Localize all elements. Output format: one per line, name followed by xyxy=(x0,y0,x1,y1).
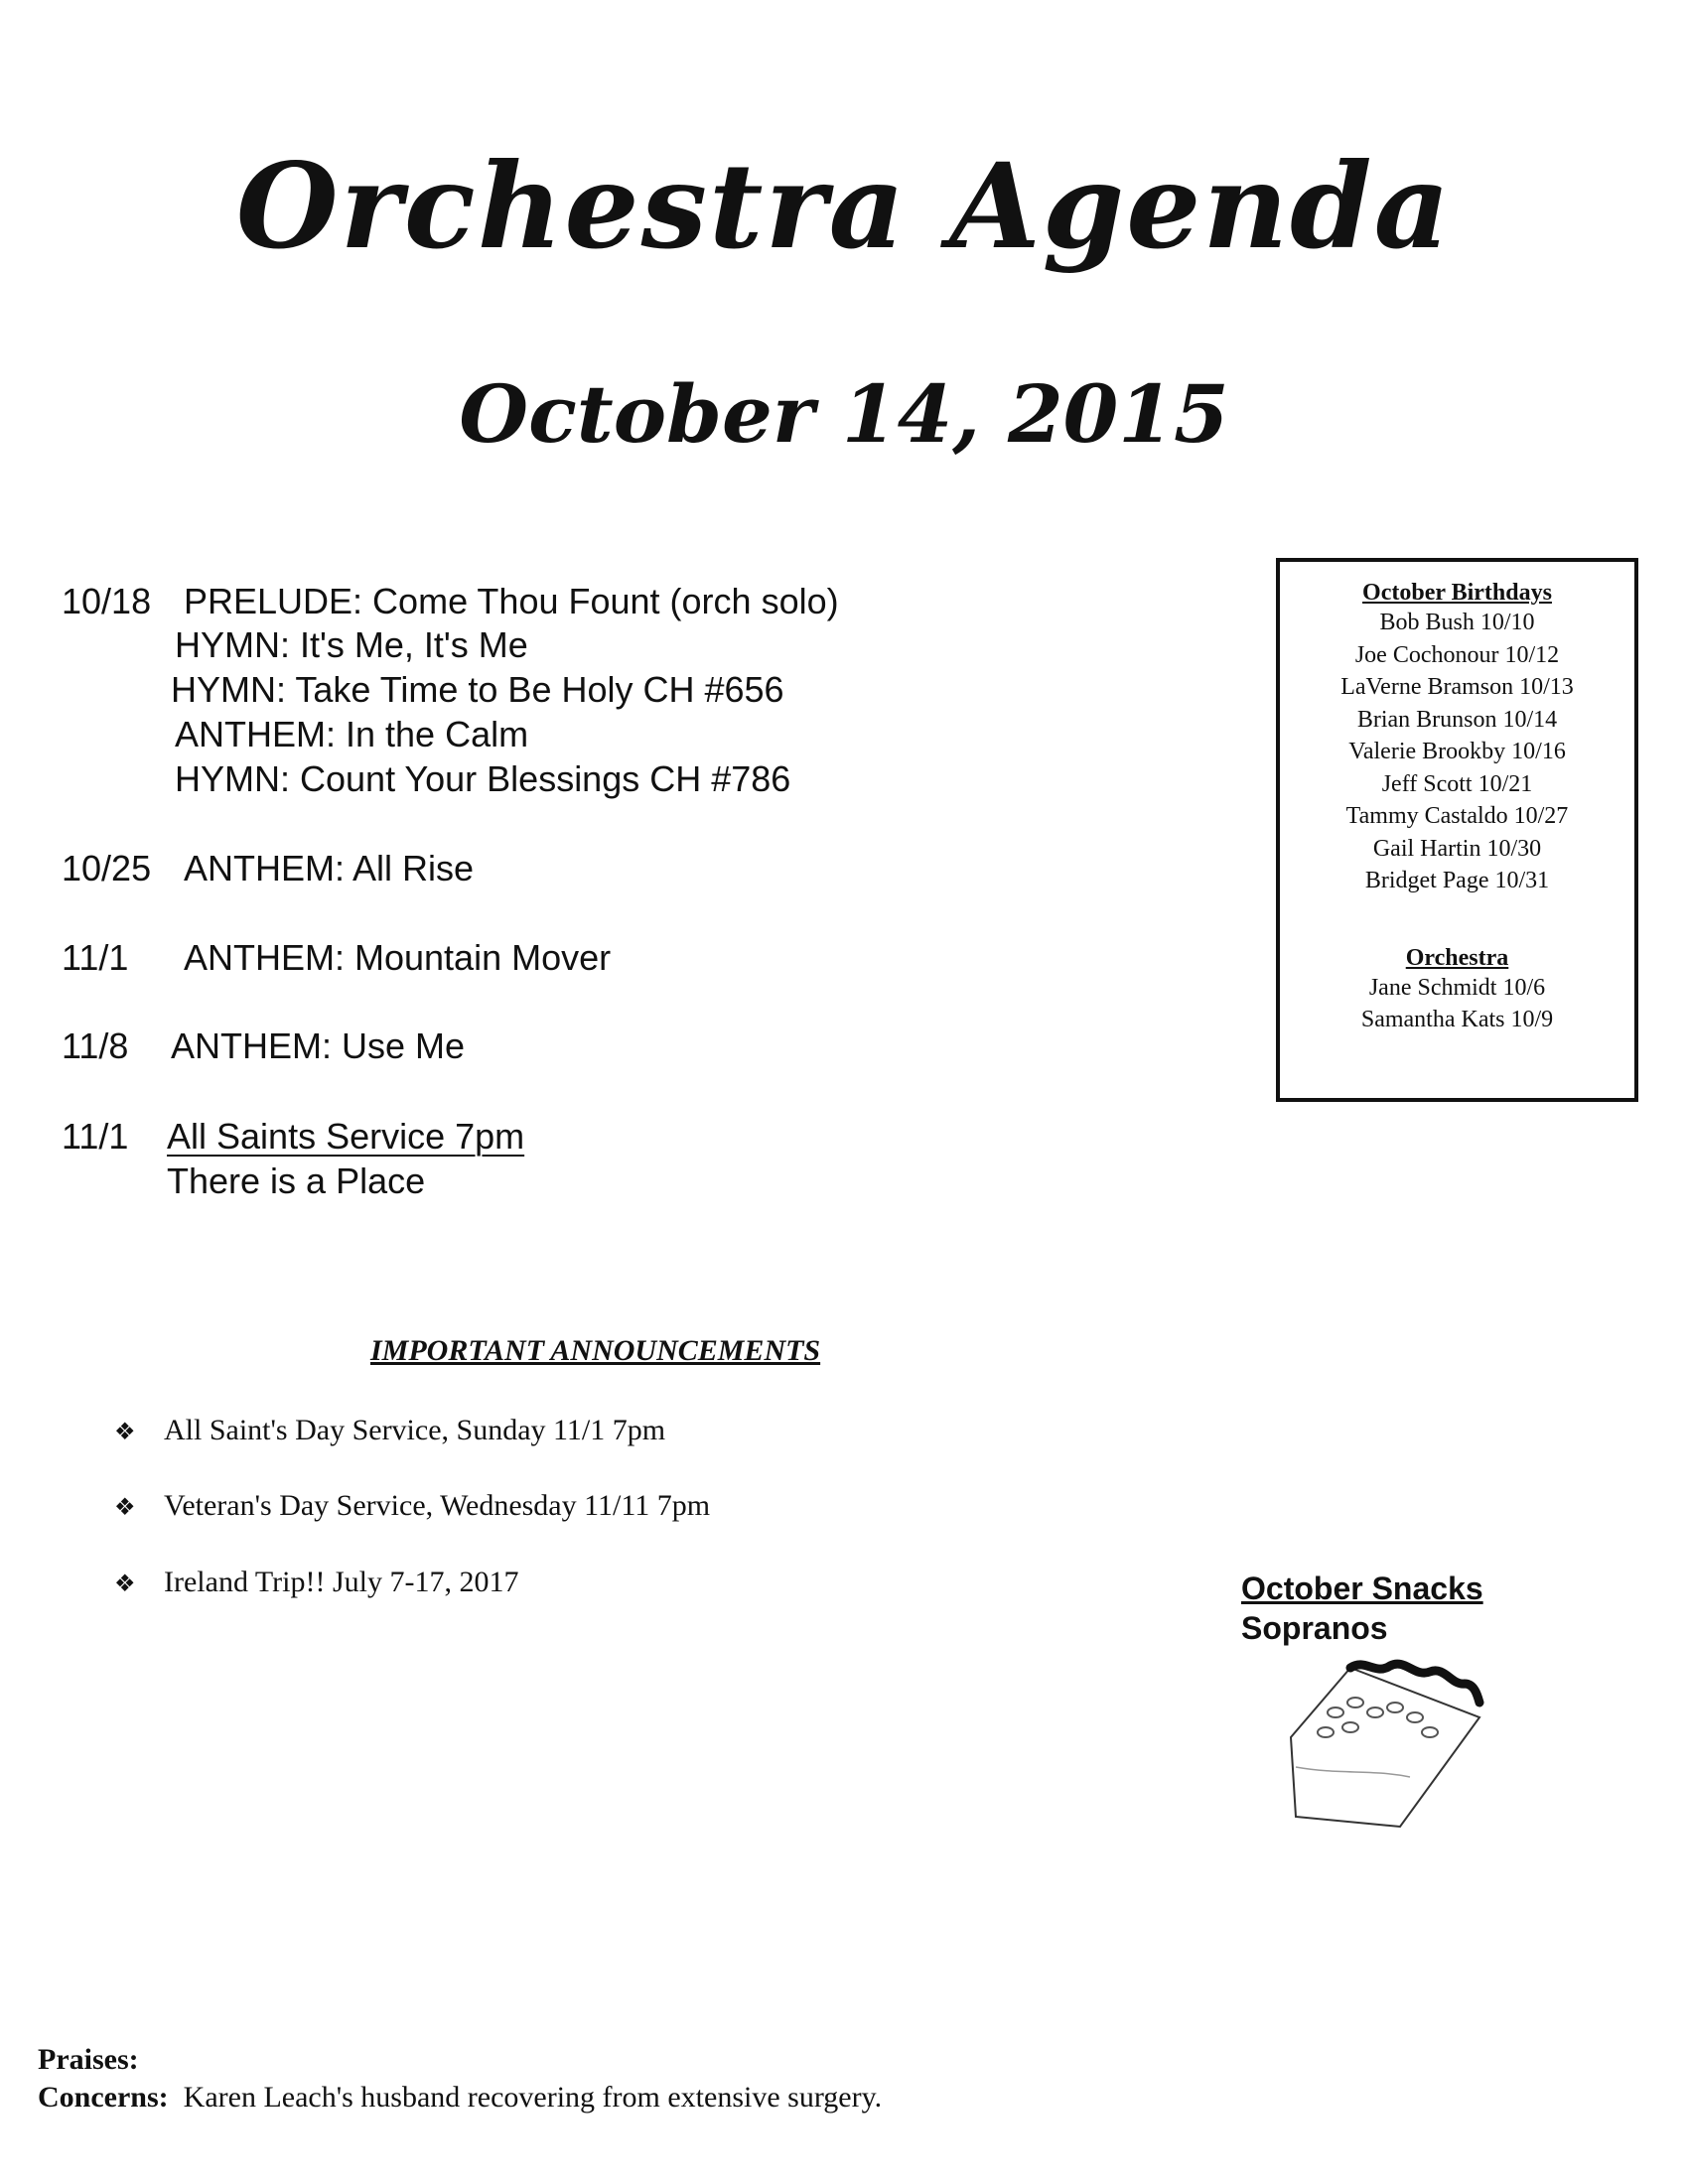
birthday-entry: Brian Brunson 10/14 xyxy=(1356,706,1558,733)
schedule-item: HYMN: Take Time to Be Holy CH #656 xyxy=(171,669,784,710)
announcement-item xyxy=(114,1414,665,1447)
schedule-date: 11/1 xyxy=(62,1116,129,1157)
pie-icon xyxy=(1281,1658,1489,1851)
schedule-date: 11/1 xyxy=(62,937,129,978)
schedule-date: 10/18 xyxy=(62,581,152,621)
page-date: October 14, 2015 xyxy=(459,367,1229,461)
snacks-group: Sopranos xyxy=(1241,1610,1388,1646)
announcement-text: All Saint's Day Service, Sunday 11/1 7pm xyxy=(164,1414,666,1446)
orchestra-birthdays-title: Orchestra xyxy=(1405,944,1509,971)
schedule-item: HYMN: Count Your Blessings CH #786 xyxy=(175,758,791,799)
birthday-entry: Bridget Page 10/31 xyxy=(1364,868,1550,893)
birthday-entry: Valerie Brookby 10/16 xyxy=(1348,739,1566,764)
diamond-bullet-icon: ❖ xyxy=(114,1571,136,1597)
diamond-bullet-icon: ❖ xyxy=(114,1495,136,1521)
birthday-entry: Jeff Scott 10/21 xyxy=(1381,770,1533,797)
schedule-item: HYMN: It's Me, It's Me xyxy=(175,624,528,665)
page-title: Orchestra Agenda xyxy=(235,137,1453,275)
schedule-item: All Saints Service 7pm xyxy=(167,1116,525,1157)
schedule-item: There is a Place xyxy=(167,1160,426,1201)
birthdays-title: October Birthdays xyxy=(1362,580,1552,606)
diamond-bullet-icon: ❖ xyxy=(114,1420,136,1445)
announcements-title: IMPORTANT ANNOUNCEMENTS xyxy=(370,1334,821,1367)
schedule-item: PRELUDE: Come Thou Fount (orch solo) xyxy=(184,581,839,621)
birthdays-box xyxy=(1276,558,1638,1102)
birthday-entry: Tammy Castaldo 10/27 xyxy=(1345,803,1569,829)
concerns-text: Karen Leach's husband recovering from extensive surgery. xyxy=(183,2081,883,2114)
announcement-item xyxy=(114,1489,710,1523)
announcement-text: Ireland Trip!! July 7-17, 2017 xyxy=(164,1566,519,1598)
birthday-entry: Gail Hartin 10/30 xyxy=(1372,835,1542,862)
announcement-text: Veteran's Day Service, Wednesday 11/11 7pm xyxy=(164,1489,711,1522)
birthday-entry: Samantha Kats 10/9 xyxy=(1360,1007,1554,1032)
schedule-item: ANTHEM: All Rise xyxy=(184,848,475,888)
schedule-item: ANTHEM: Mountain Mover xyxy=(184,937,612,978)
concerns-line xyxy=(38,2081,882,2115)
snacks-title: October Snacks xyxy=(1241,1570,1483,1606)
birthday-entry: Joe Cochonour 10/12 xyxy=(1354,641,1560,668)
birthday-entry: LaVerne Bramson 10/13 xyxy=(1340,674,1574,700)
praises-label: Praises: xyxy=(38,2043,139,2076)
schedule-date: 11/8 xyxy=(62,1025,129,1066)
birthday-entry: Jane Schmidt 10/6 xyxy=(1368,974,1546,1001)
schedule-item: ANTHEM: In the Calm xyxy=(175,714,529,754)
concerns-label: Concerns: xyxy=(38,2081,169,2114)
announcement-item xyxy=(114,1566,518,1599)
schedule-item: ANTHEM: Use Me xyxy=(171,1025,466,1066)
birthday-entry: Bob Bush 10/10 xyxy=(1379,610,1535,635)
schedule-date: 10/25 xyxy=(62,848,152,888)
